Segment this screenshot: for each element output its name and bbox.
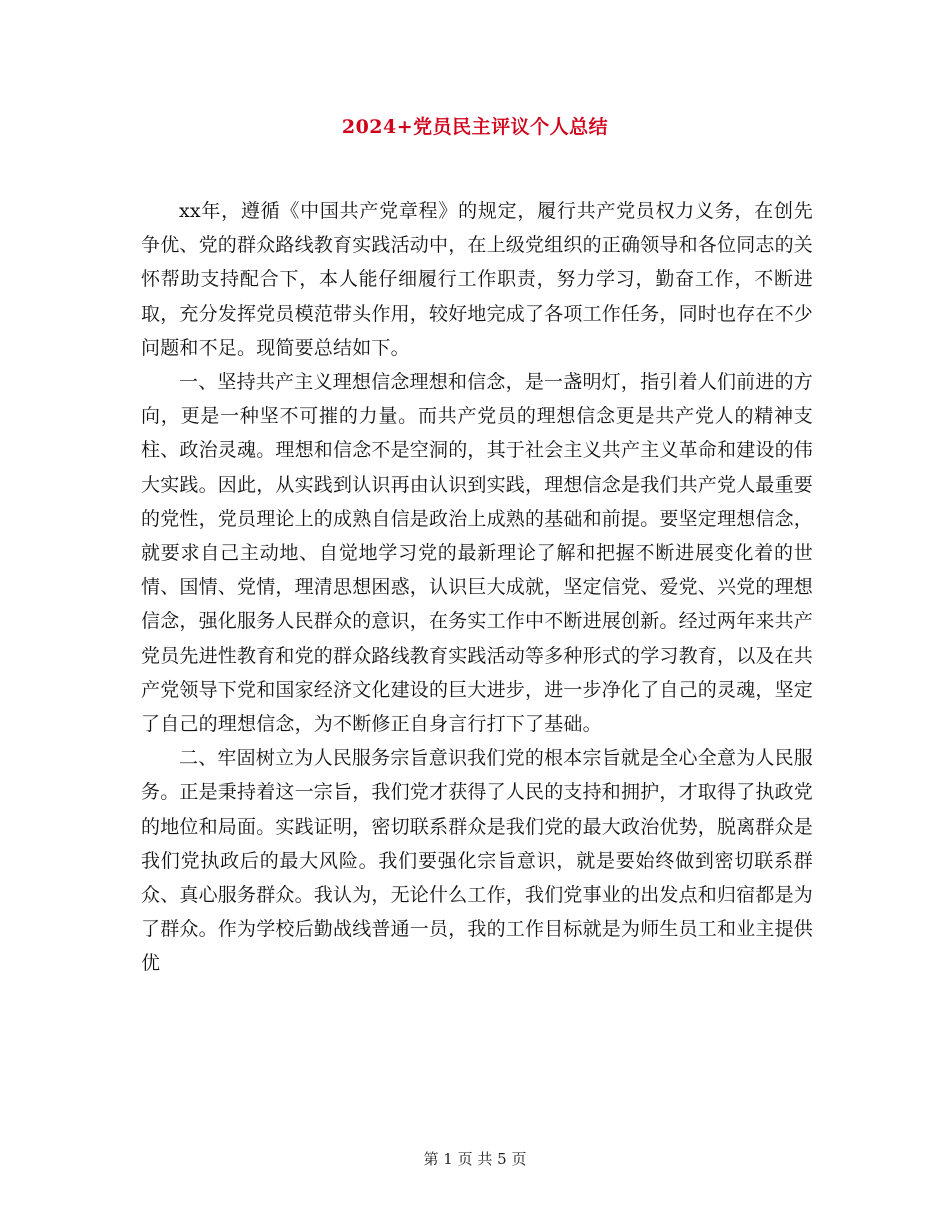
paragraph-section-one: 一、坚持共产主义理想信念理想和信念，是一盏明灯，指引着人们前进的方向，更是一种坚不可摧的力量。而共产党员的理想信念更是共产党人的精神支柱、政治灵魂。理想和信念不是空洞的，其于社会主义共产主义革命和建设的伟大实践。因此，从实践到认识再由认识到实践，理想信念是我们共产党人最重要的党性，党员理论上的成熟自信是政治上成熟的基础和前提。要坚定理想信念，就要求自己主动地、自觉地学习党的最新理论了解和把握不断进展变化着的世情、国情、党情，理清思想困惑，认识巨大成就，坚定信党、爱党、兴党的理想信念，强化服务人民群众的意识，在务实工作中不断进展创新。经过两年来共产党员先进性教育和党的群众路线教育实践活动等多种形式的学习教育，以及在共产党领导下党和国家经济文化建设的巨大进步，进一步净化了自己的灵魂，坚定了自己的理想信念，为不断修正自身言行打下了基础。 — [141, 371, 814, 736]
paragraph-section-two: 二、牢固树立为人民服务宗旨意识我们党的根本宗旨就是全心全意为人民服务。正是秉持着这一宗旨，我们党才获得了人民的支持和拥护，才取得了执政党的地位和局面。实践证明，密切联系群众是我们党的最大政治优势，脱离群众是我们党执政后的最大风险。我们要强化宗旨意识，就是要始终做到密切联系群众、真心服务群众。我认为，无论什么工作，我们党事业的出发点和归宿都是为了群众。作为学校后勤战线普通一员，我的工作目标就是为师生员工和业主提供优 — [141, 747, 814, 975]
page-number-footer: 第 1 页 共 5 页 — [423, 1150, 527, 1168]
document-body — [141, 194, 813, 981]
paragraph-intro: xx年，遵循《中国共产党章程》的规定，履行共产党员权力义务，在创先争优、党的群众路线教育实践活动中，在上级党组织的正确领导和各位同志的关怀帮助支持配合下，本人能仔细履行工作职责，努力学习，勤奋工作，不断进取，充分发挥党员模范带头作用，较好地完成了各项工作任务，同时也存在不少问题和不足。现简要总结如下。 — [141, 200, 814, 359]
document-title: 2024+党员民主评议个人总结 — [341, 116, 609, 138]
